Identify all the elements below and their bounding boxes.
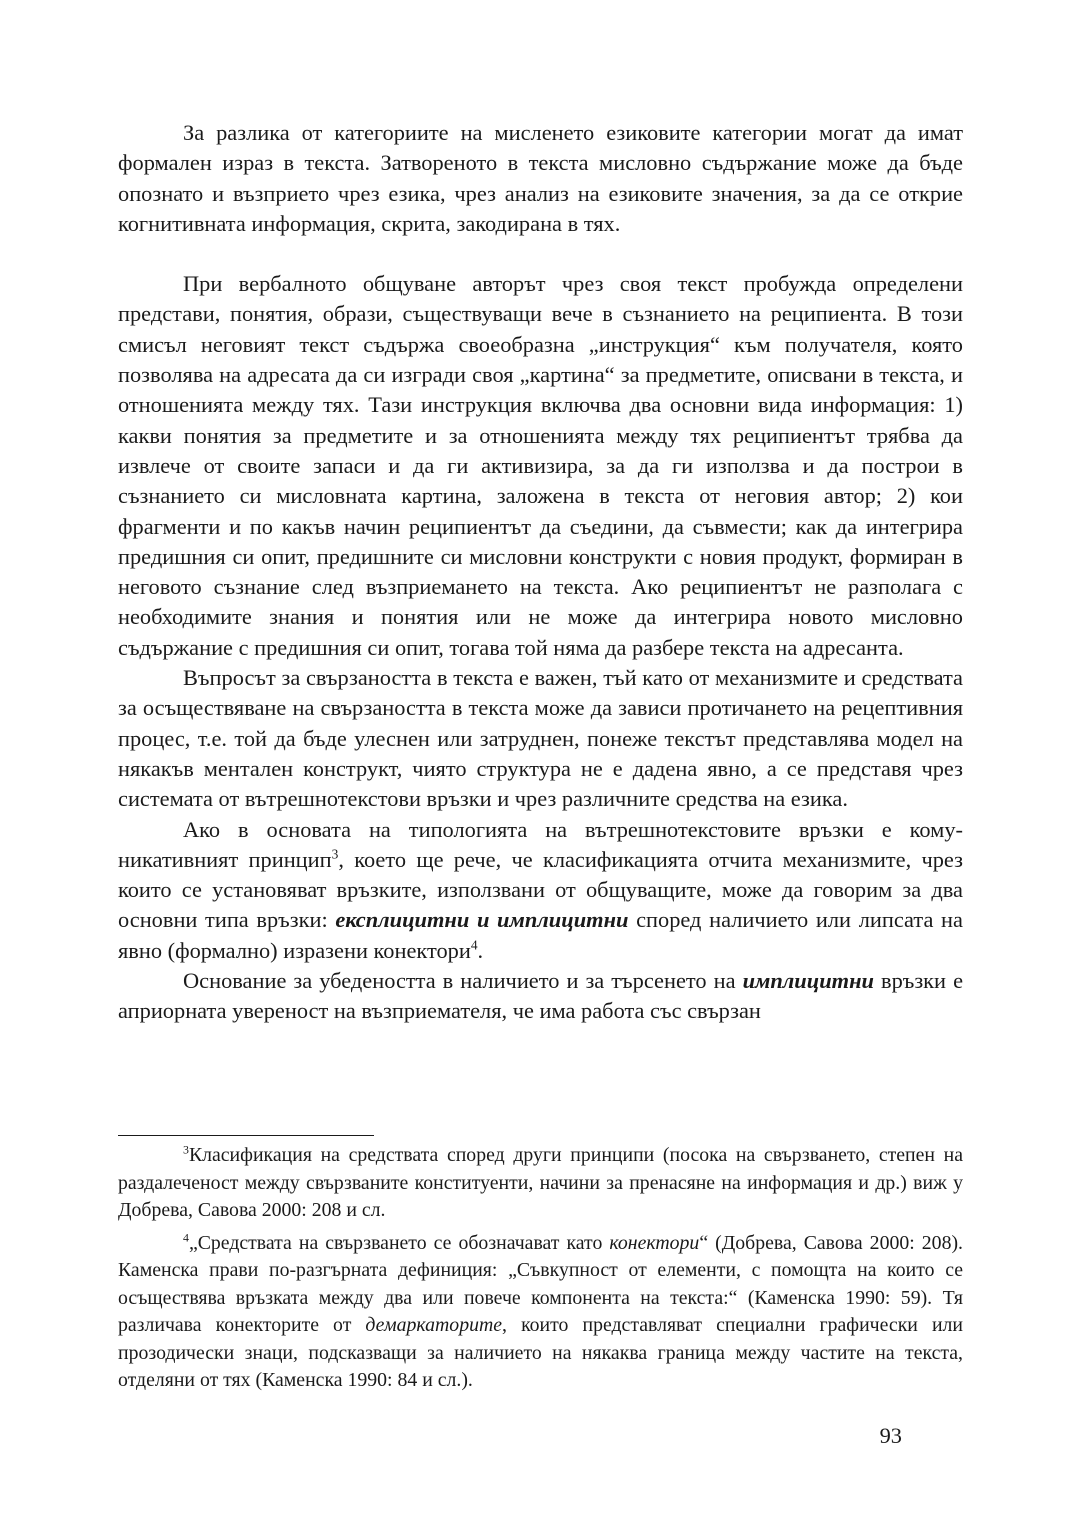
text-run: “ (Добрева, Савова 2000: 208). Каменска прави по-разгърната дефиниция: „Съвкупност от елементи, с помощта на които се осъществява връзката между два или повече компонента на текста:“ (Каменска 1990: 59). Тя различава конекторите от bbox=[118, 1231, 963, 1336]
text-run: Ако в основата на типологията на вътрешнотекстовите връзки е комуникативният принцип bbox=[118, 816, 963, 872]
text-run: „Средствата на свързването се обозначават като bbox=[188, 1231, 610, 1254]
body-paragraph bbox=[118, 118, 963, 239]
text-run: За разлика от категориите на мисленето езиковите категории могат да имат формален израз в текста. Затвореното в текста мисловно съдържание може да бъде опознато и възприето чрез езика, чрез анализ на езиковите значения, за да се открие когнитивната информация, скрита, закодирана в тях. bbox=[118, 120, 963, 236]
body-paragraph bbox=[118, 663, 963, 814]
emphasized-term: имплицитни bbox=[742, 968, 874, 994]
footnote-ref: 4 bbox=[183, 1229, 189, 1244]
page-content bbox=[118, 118, 963, 1027]
text-run: Класификация на средствата според други принципи (посока на свързването, степен на раздалеченост между свързваните конституенти, начини за пренасяне на информация и др.) виж у Добрева, Савова 2000: 208 и сл. bbox=[118, 1144, 963, 1221]
text-run: връзки е априорната увереност на възприемателя, че има работа със свързан bbox=[118, 968, 964, 1024]
text-run: според наличието или липсата на явно (формално) изразени конектори bbox=[118, 907, 963, 963]
text-run: При вербалното общуване авторът чрез своя текст пробужда определени представи, понятия, образи, съществуващи вече в съзнанието на реципиента. В този смисъл неговият текст съдържа своеобразна „инструкция“ към получателя, която позволява на адресата да си изгради своя „картина“ за предметите, описвани в текста, и отношенията между тях. Тази инструкция включва два основни вида информация: 1) какви понятия за предметите и за отношенията между тях реципиентът трябва да извлече от своите запаси и да ги активизира, за да ги използва и да построи в съзнанието си мисловната картина, заложена в текста от неговия автор; 2) кои фрагменти и по какъв начин реципиентът да съедини, да съвмести; как да интегрира предишния си опит, предишните си мисловни конструкти с новия продукт, формиран в неговото съзнание след възприемането на текста. Ако реципиентът не разполага с необходимите знания и понятия или не може да интегрира новото мисловно съдържание с предишния си опит, тогава той няма да разбере текста на адресанта. bbox=[118, 271, 963, 660]
body-paragraph bbox=[118, 966, 963, 1027]
main-text bbox=[118, 118, 963, 1027]
footnote-ref: 3 bbox=[183, 1142, 189, 1157]
body-paragraph bbox=[118, 269, 963, 663]
footnote-ref: 3 bbox=[331, 846, 339, 862]
footnote-ref: 4 bbox=[470, 937, 478, 953]
text-run: , което ще рече, че класификацията отчита механизмите, чрез които се установяват връзките, използвани от общуващите, може да говорим за два основни типа връзки: bbox=[118, 846, 963, 933]
footnote bbox=[118, 1230, 963, 1395]
italic-term: демаркаторите bbox=[365, 1314, 503, 1336]
text-run: . bbox=[477, 937, 484, 963]
footnote-divider bbox=[118, 1135, 374, 1136]
footnote bbox=[118, 1142, 963, 1225]
text-run: Въпросът за свързаността в текста е важен, тъй като от механизмите и средствата за осъществяване на свързаността в текста може да зависи протичането на рецептивния процес, т.е. той да бъде улеснен или затруднен, понеже текстът представлява модел на някакъв ментален конструкт, чиято структура не е дадена явно, а се представя чрез системата от вътрешнотекстови връзки и чрез различните средства на езика. bbox=[118, 665, 963, 812]
emphasized-term: експлицитни и имплицитни bbox=[335, 907, 629, 933]
text-run: Основание за убедеността в наличието и за търсенето на bbox=[183, 968, 743, 994]
italic-term: конектори bbox=[609, 1231, 700, 1254]
body-paragraph bbox=[118, 815, 963, 966]
page-number: 93 bbox=[879, 1423, 902, 1448]
footnotes bbox=[118, 1142, 963, 1395]
text-run: , които представляват специални графически или прозодически знаци, подсказващи за наличието на някаква граница между частите на текста, отделяни от тях (Каменска 1990: 84 и сл.). bbox=[118, 1314, 964, 1391]
